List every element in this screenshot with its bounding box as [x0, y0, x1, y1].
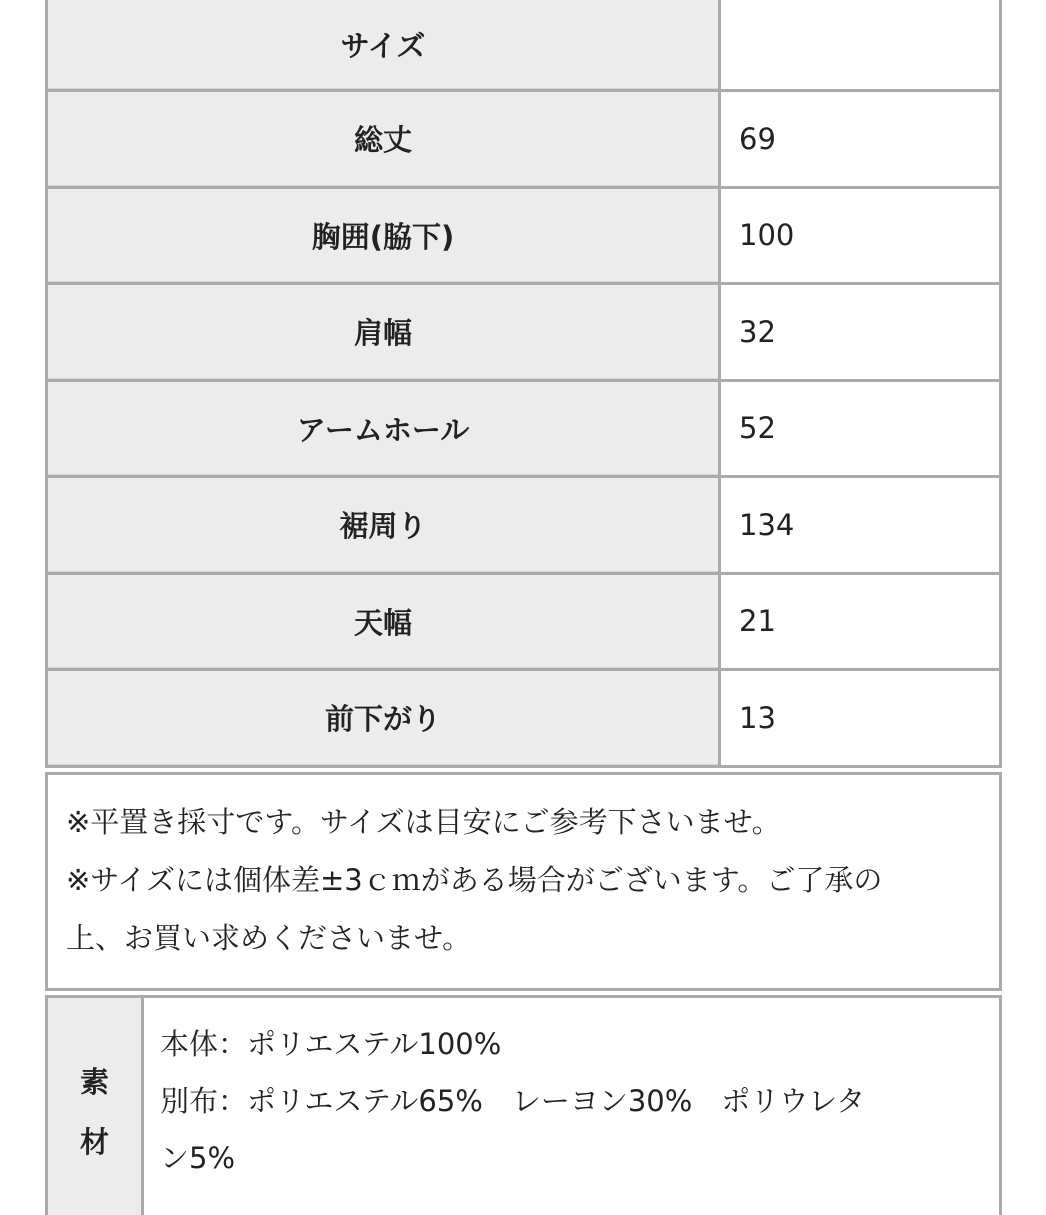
material-line: 本体：ポリエステル100%: [160, 1026, 502, 1061]
row-value-neck-width: 21: [721, 575, 1002, 672]
size-header-label: サイズ: [45, 0, 721, 92]
size-table: [45, 0, 1002, 768]
size-table-header-row: [45, 0, 1002, 92]
row-label-chest: 胸囲(脇下): [45, 189, 721, 286]
material-heading-char: 素: [79, 1064, 109, 1099]
table-row: [45, 189, 1002, 286]
table-row: [45, 478, 1002, 575]
note-line: ※サイズには個体差±3ｃｍがある場合がございます。ご了承の: [66, 862, 883, 897]
row-value-chest: 100: [721, 189, 1002, 286]
row-label-shoulder: 肩幅: [45, 285, 721, 382]
material-heading: [48, 998, 144, 1215]
row-label-armhole: アームホール: [45, 382, 721, 479]
material-section: [45, 995, 1002, 1215]
row-value-shoulder: 32: [721, 285, 1002, 382]
size-header-value: [721, 0, 1002, 92]
row-value-total-length: 69: [721, 92, 1002, 189]
material-details: [144, 998, 999, 1215]
table-row: [45, 671, 1002, 768]
row-value-hem: 134: [721, 478, 1002, 575]
material-line: ン5%: [160, 1140, 236, 1175]
product-spec-section: [45, 0, 1002, 1215]
material-heading-char: 材: [79, 1124, 109, 1159]
table-row: [45, 92, 1002, 189]
row-label-front-drop: 前下がり: [45, 671, 721, 768]
size-notes: [45, 772, 1002, 991]
table-row: [45, 382, 1002, 479]
row-label-hem: 裾周り: [45, 478, 721, 575]
note-line: 上、お買い求めくださいませ。: [66, 920, 472, 955]
row-value-front-drop: 13: [721, 671, 1002, 768]
table-row: [45, 285, 1002, 382]
row-label-neck-width: 天幅: [45, 575, 721, 672]
material-line: 別布：ポリエステル65% レーヨン30% ポリウレタ: [160, 1083, 866, 1118]
row-value-armhole: 52: [721, 382, 1002, 479]
row-label-total-length: 総丈: [45, 92, 721, 189]
table-row: [45, 575, 1002, 672]
note-line: ※平置き採寸です。サイズは目安にご参考下さいませ。: [66, 804, 781, 839]
